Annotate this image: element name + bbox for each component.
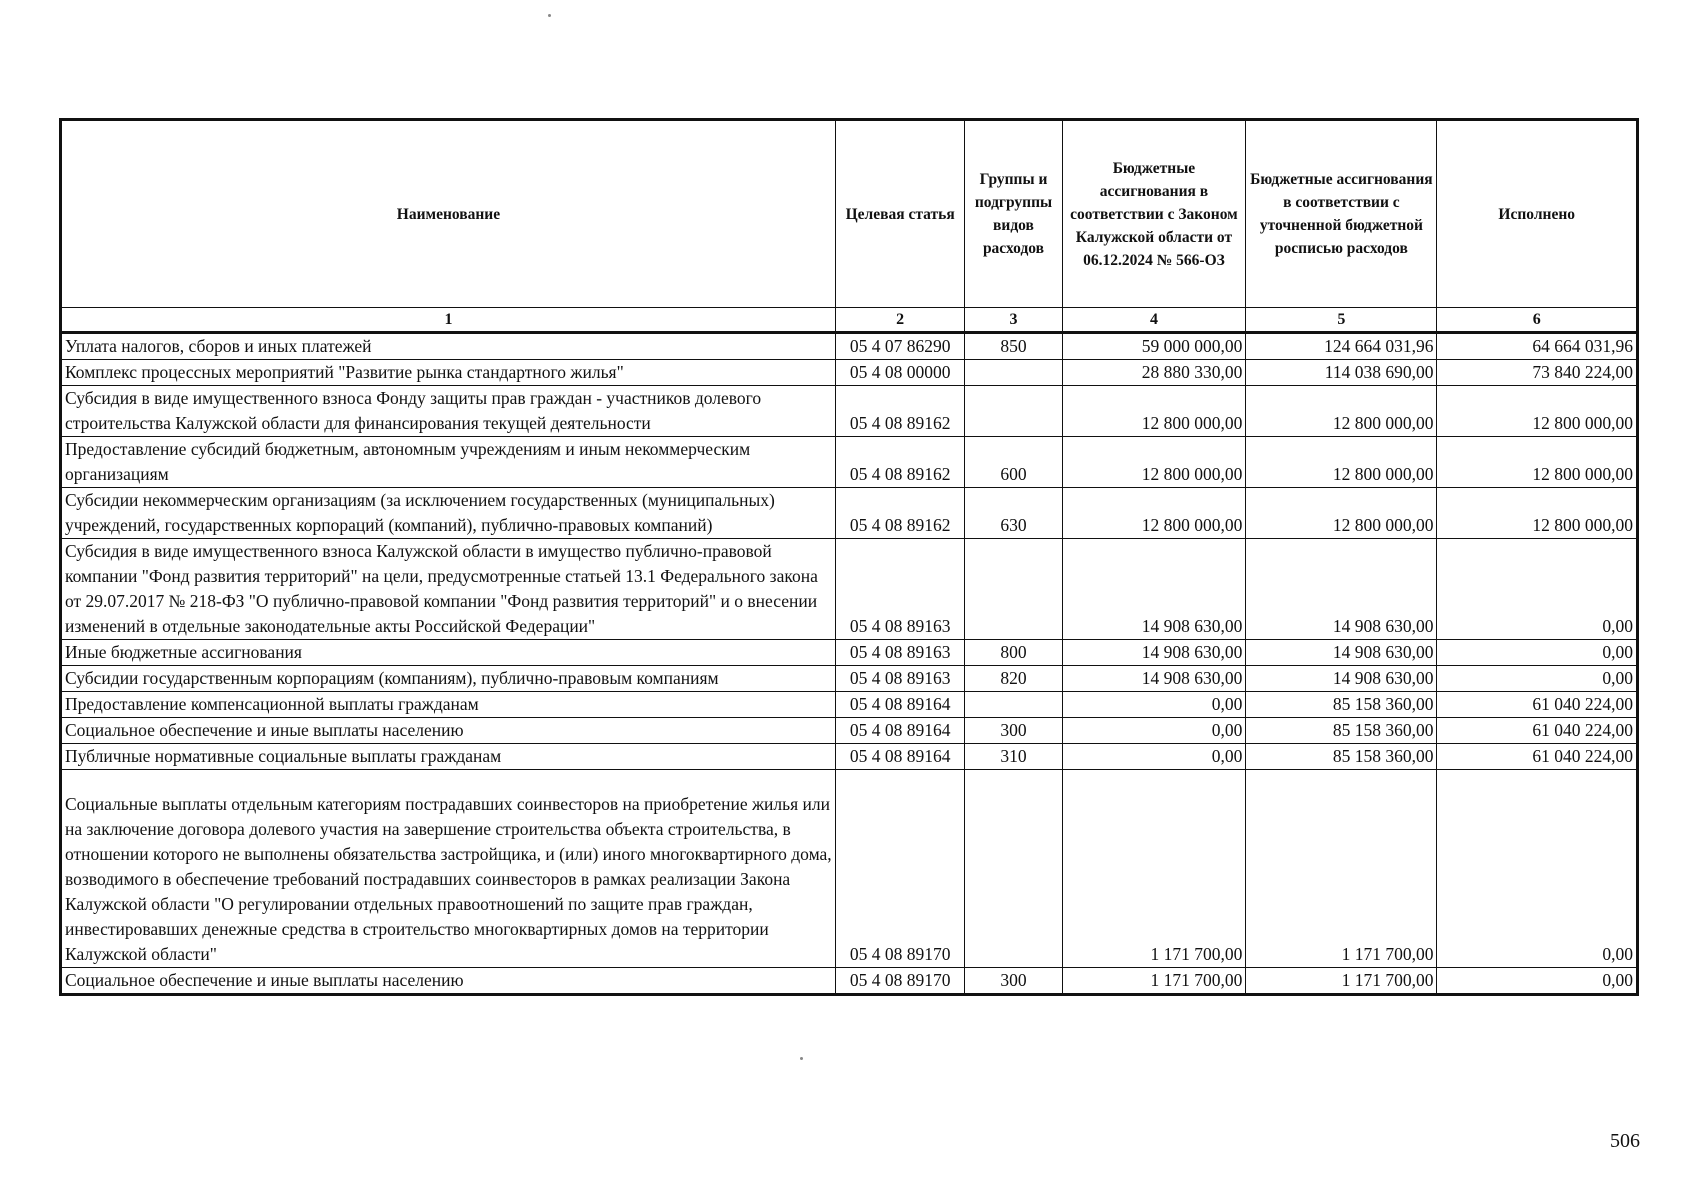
row-target-article-cell: 05 4 08 89162 <box>835 386 965 437</box>
row-expense-group-cell: 850 <box>965 333 1062 360</box>
row-expense-group-cell: 630 <box>965 488 1062 539</box>
row-executed-cell: 0,00 <box>1437 539 1638 640</box>
column-number-row <box>61 308 1638 333</box>
row-target-article-cell: 05 4 08 00000 <box>835 360 965 386</box>
row-name-cell: Предоставление субсидий бюджетным, автономным учреждениям и иным некоммерческим организациям <box>61 437 836 488</box>
row-law-allocation-cell: 1 171 700,00 <box>1062 770 1246 968</box>
row-law-allocation-cell: 12 800 000,00 <box>1062 437 1246 488</box>
table-row <box>61 692 1638 718</box>
row-target-article-cell: 05 4 08 89170 <box>835 770 965 968</box>
row-target-article-cell: 05 4 08 89164 <box>835 718 965 744</box>
row-executed-cell: 61 040 224,00 <box>1437 692 1638 718</box>
row-expense-group-cell: 300 <box>965 968 1062 995</box>
row-law-allocation-cell: 12 800 000,00 <box>1062 488 1246 539</box>
row-name-cell: Социальное обеспечение и иные выплаты населению <box>61 718 836 744</box>
row-law-allocation-cell: 14 908 630,00 <box>1062 640 1246 666</box>
row-schedule-allocation-cell: 114 038 690,00 <box>1246 360 1437 386</box>
row-schedule-allocation-cell: 85 158 360,00 <box>1246 744 1437 770</box>
row-schedule-allocation-cell: 14 908 630,00 <box>1246 666 1437 692</box>
header-executed: Исполнено <box>1437 120 1638 308</box>
row-target-article-cell: 05 4 08 89163 <box>835 539 965 640</box>
row-executed-cell: 64 664 031,96 <box>1437 333 1638 360</box>
row-law-allocation-cell: 14 908 630,00 <box>1062 539 1246 640</box>
row-executed-cell: 12 800 000,00 <box>1437 488 1638 539</box>
row-name-cell: Субсидия в виде имущественного взноса Калужской области в имущество публично-правовой компании "Фонд развития территорий" на цели, предусмотренные статьей 13.1 Федерального закона от 29.07.2017 № 218-ФЗ "О публично-правовой компании "Фонд развития территорий" и о внесении изменений в отдельные законодательные акты Российской Федерации" <box>61 539 836 640</box>
column-number: 4 <box>1062 308 1246 333</box>
row-schedule-allocation-cell: 85 158 360,00 <box>1246 692 1437 718</box>
row-expense-group-cell <box>965 386 1062 437</box>
row-schedule-allocation-cell: 14 908 630,00 <box>1246 640 1437 666</box>
column-number: 6 <box>1437 308 1638 333</box>
table-row <box>61 666 1638 692</box>
header-name: Наименование <box>61 120 836 308</box>
page-number: 506 <box>1610 1130 1640 1152</box>
header-row <box>61 120 1638 308</box>
row-schedule-allocation-cell: 14 908 630,00 <box>1246 539 1437 640</box>
table-row <box>61 744 1638 770</box>
row-name-cell: Комплекс процессных мероприятий "Развитие рынка стандартного жилья" <box>61 360 836 386</box>
row-expense-group-cell: 800 <box>965 640 1062 666</box>
table-row <box>61 770 1638 968</box>
row-schedule-allocation-cell: 12 800 000,00 <box>1246 386 1437 437</box>
row-target-article-cell: 05 4 08 89163 <box>835 640 965 666</box>
row-name-cell: Иные бюджетные ассигнования <box>61 640 836 666</box>
row-law-allocation-cell: 0,00 <box>1062 718 1246 744</box>
row-law-allocation-cell: 59 000 000,00 <box>1062 333 1246 360</box>
row-name-cell: Субсидия в виде имущественного взноса Фонду защиты прав граждан - участников долевого строительства Калужской области для финансирования текущей деятельности <box>61 386 836 437</box>
table-row <box>61 386 1638 437</box>
table-row <box>61 488 1638 539</box>
column-number: 1 <box>61 308 836 333</box>
row-name-cell: Уплата налогов, сборов и иных платежей <box>61 333 836 360</box>
row-expense-group-cell: 310 <box>965 744 1062 770</box>
row-schedule-allocation-cell: 1 171 700,00 <box>1246 770 1437 968</box>
row-name-cell: Публичные нормативные социальные выплаты гражданам <box>61 744 836 770</box>
row-law-allocation-cell: 28 880 330,00 <box>1062 360 1246 386</box>
row-target-article-cell: 05 4 07 86290 <box>835 333 965 360</box>
column-number: 3 <box>965 308 1062 333</box>
row-expense-group-cell: 300 <box>965 718 1062 744</box>
column-number: 2 <box>835 308 965 333</box>
row-target-article-cell: 05 4 08 89162 <box>835 488 965 539</box>
row-expense-group-cell: 820 <box>965 666 1062 692</box>
budget-table-sheet <box>59 118 1639 996</box>
row-executed-cell: 73 840 224,00 <box>1437 360 1638 386</box>
row-executed-cell: 61 040 224,00 <box>1437 744 1638 770</box>
row-name-cell: Субсидии государственным корпорациям (компаниям), публично-правовым компаниям <box>61 666 836 692</box>
row-expense-group-cell: 600 <box>965 437 1062 488</box>
row-schedule-allocation-cell: 12 800 000,00 <box>1246 437 1437 488</box>
table-row <box>61 640 1638 666</box>
row-executed-cell: 0,00 <box>1437 770 1638 968</box>
scan-speck <box>548 14 551 17</box>
row-name-cell: Социальное обеспечение и иные выплаты населению <box>61 968 836 995</box>
row-expense-group-cell <box>965 770 1062 968</box>
row-law-allocation-cell: 0,00 <box>1062 744 1246 770</box>
row-expense-group-cell <box>965 360 1062 386</box>
table-row <box>61 437 1638 488</box>
row-schedule-allocation-cell: 85 158 360,00 <box>1246 718 1437 744</box>
row-name-cell: Предоставление компенсационной выплаты гражданам <box>61 692 836 718</box>
row-executed-cell: 0,00 <box>1437 640 1638 666</box>
row-target-article-cell: 05 4 08 89163 <box>835 666 965 692</box>
row-expense-group-cell <box>965 539 1062 640</box>
row-executed-cell: 61 040 224,00 <box>1437 718 1638 744</box>
row-executed-cell: 12 800 000,00 <box>1437 437 1638 488</box>
table-row <box>61 333 1638 360</box>
row-law-allocation-cell: 14 908 630,00 <box>1062 666 1246 692</box>
row-law-allocation-cell: 1 171 700,00 <box>1062 968 1246 995</box>
header-target-article: Целевая статья <box>835 120 965 308</box>
header-schedule-allocations: Бюджетные ассигнования в соответствии с уточненной бюджетной росписью расходов <box>1246 120 1437 308</box>
budget-table <box>59 118 1639 996</box>
column-number: 5 <box>1246 308 1437 333</box>
row-expense-group-cell <box>965 692 1062 718</box>
header-expense-groups: Группы и подгруппы видов расходов <box>965 120 1062 308</box>
row-target-article-cell: 05 4 08 89164 <box>835 744 965 770</box>
table-row <box>61 968 1638 995</box>
table-row <box>61 718 1638 744</box>
header-law-allocations: Бюджетные ассигнования в соответствии с Законом Калужской области от 06.12.2024 № 566-ОЗ <box>1062 120 1246 308</box>
row-target-article-cell: 05 4 08 89164 <box>835 692 965 718</box>
row-target-article-cell: 05 4 08 89170 <box>835 968 965 995</box>
row-name-cell: Субсидии некоммерческим организациям (за исключением государственных (муниципальных) учреждений, государственных корпораций (компаний), публично-правовых компаний) <box>61 488 836 539</box>
row-schedule-allocation-cell: 124 664 031,96 <box>1246 333 1437 360</box>
row-executed-cell: 0,00 <box>1437 666 1638 692</box>
row-target-article-cell: 05 4 08 89162 <box>835 437 965 488</box>
budget-table-body <box>61 333 1638 995</box>
row-name-cell: Социальные выплаты отдельным категориям пострадавших соинвесторов на приобретение жилья или на заключение договора долевого участия на завершение строительства объекта строительства, в отношении которого не выполнены обязательства застройщика, и (или) иного многоквартирного дома, возводимого в обеспечение требований пострадавших соинвесторов в рамках реализации Закона Калужской области "О регулировании отдельных правоотношений по защите прав граждан, инвестировавших денежные средства в строительство многоквартирных домов на территории Калужской области" <box>61 770 836 968</box>
table-row <box>61 539 1638 640</box>
row-schedule-allocation-cell: 1 171 700,00 <box>1246 968 1437 995</box>
row-law-allocation-cell: 0,00 <box>1062 692 1246 718</box>
row-law-allocation-cell: 12 800 000,00 <box>1062 386 1246 437</box>
row-executed-cell: 12 800 000,00 <box>1437 386 1638 437</box>
row-schedule-allocation-cell: 12 800 000,00 <box>1246 488 1437 539</box>
table-row <box>61 360 1638 386</box>
scan-speck <box>800 1057 803 1060</box>
row-executed-cell: 0,00 <box>1437 968 1638 995</box>
